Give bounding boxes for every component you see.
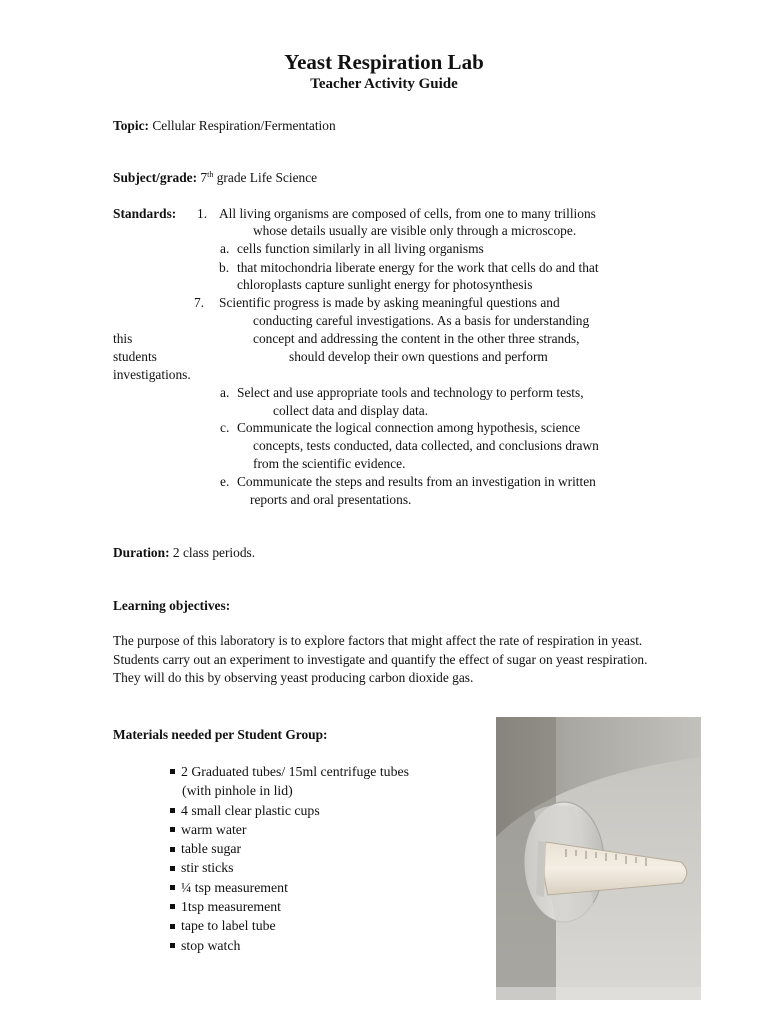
list-item: tape to label tube <box>170 916 409 935</box>
page-subtitle: Teacher Activity Guide <box>310 76 458 92</box>
standard-7-wrap-4: students <box>113 349 157 364</box>
page-title: Yeast Respiration Lab <box>284 50 484 74</box>
standard-7c-line-1: Communicate the logical connection among hypothesis, science <box>237 420 581 435</box>
standard-1b-line-2: chloroplasts capture sunlight energy for photosynthesis <box>237 277 533 292</box>
objectives-heading: Learning objectives: <box>113 598 231 613</box>
standard-7a-line-2: collect data and display data. <box>273 403 429 418</box>
standard-1a: cells function similarly in all living organisms <box>237 241 484 256</box>
subject-value: grade Life Science <box>216 170 318 185</box>
duration-label: Duration: <box>113 545 170 560</box>
standard-1b-letter: b. <box>219 260 230 275</box>
standard-1-line-2: whose details usually are visible only through a microscope. <box>253 223 577 238</box>
standard-7e-letter: e. <box>220 474 230 489</box>
grade-number: 7 <box>200 170 208 185</box>
materials-heading: Materials needed per Student Group: <box>113 727 328 742</box>
standard-7c-line-3: from the scientific evidence. <box>253 456 406 471</box>
standard-7c-line-2: concepts, tests conducted, data collected, and conclusions drawn <box>253 438 599 453</box>
standard-7-line-2: conducting careful investigations. As a basis for understanding <box>253 313 590 328</box>
subject-line <box>113 169 317 186</box>
objectives-paragraph: The purpose of this laboratory is to explore factors that might affect the rate of respiration in yeast. Students carry out an experiment to investigate and quantify the effect of sugar on yeast respiration. They will do this by observing yeast producing carbon dioxide gas. <box>113 633 648 685</box>
topic-value: Cellular Respiration/Fermentation <box>152 118 336 133</box>
standard-1b-line-1: that mitochondria liberate energy for the work that cells do and that <box>237 260 599 275</box>
subject-label: Subject/grade: <box>113 170 198 185</box>
list-item: table sugar <box>170 839 409 858</box>
list-item-continuation: (with pinhole in lid) <box>182 783 293 799</box>
bullet-icon <box>170 885 175 890</box>
standard-7a-line-1: Select and use appropriate tools and technology to perform tests, <box>237 385 584 400</box>
list-item: warm water <box>170 820 409 839</box>
list-item: ¼ tsp measurement <box>170 878 409 897</box>
topic-line <box>113 117 336 134</box>
topic-label: Topic: <box>113 118 149 133</box>
standard-7-wrap-3: this <box>113 331 133 346</box>
bullet-icon <box>170 924 175 929</box>
list-item: stop watch <box>170 936 409 955</box>
standard-1-number: 1. <box>197 206 208 221</box>
bullet-icon <box>170 769 175 774</box>
standard-1-line-1: All living organisms are composed of cells, from one to many trillions <box>219 206 596 221</box>
bullet-icon <box>170 808 175 813</box>
list-item: 1tsp measurement <box>170 897 409 916</box>
bullet-icon <box>170 866 175 871</box>
standard-7-line-3: concept and addressing the content in the other three strands, <box>253 331 580 346</box>
list-item: 2 Graduated tubes/ 15ml centrifuge tubes <box>170 762 409 781</box>
standard-7c-letter: c. <box>220 420 230 435</box>
standard-1a-letter: a. <box>220 241 230 256</box>
bullet-icon <box>170 847 175 852</box>
materials-list <box>170 762 409 955</box>
duration-line <box>113 544 255 561</box>
standard-7-number: 7. <box>194 295 205 310</box>
duration-value: 2 class periods. <box>172 545 256 560</box>
standard-7e-line-2: reports and oral presentations. <box>250 492 412 507</box>
standard-7-line-4: should develop their own questions and perform <box>289 349 548 364</box>
bullet-icon <box>170 943 175 948</box>
list-item: 4 small clear plastic cups <box>170 801 409 820</box>
yeast-tube-photo <box>496 717 701 1000</box>
bullet-icon <box>170 827 175 832</box>
standard-7-line-1: Scientific progress is made by asking meaningful questions and <box>219 295 560 310</box>
standard-7e-line-1: Communicate the steps and results from an investigation in written <box>237 474 596 489</box>
bullet-icon <box>170 904 175 909</box>
grade-suffix: th <box>207 170 214 179</box>
standards-label: Standards: <box>113 206 177 221</box>
list-item: stir sticks <box>170 858 409 877</box>
standard-7a-letter: a. <box>220 385 230 400</box>
standard-7-wrap-5: investigations. <box>113 367 191 382</box>
